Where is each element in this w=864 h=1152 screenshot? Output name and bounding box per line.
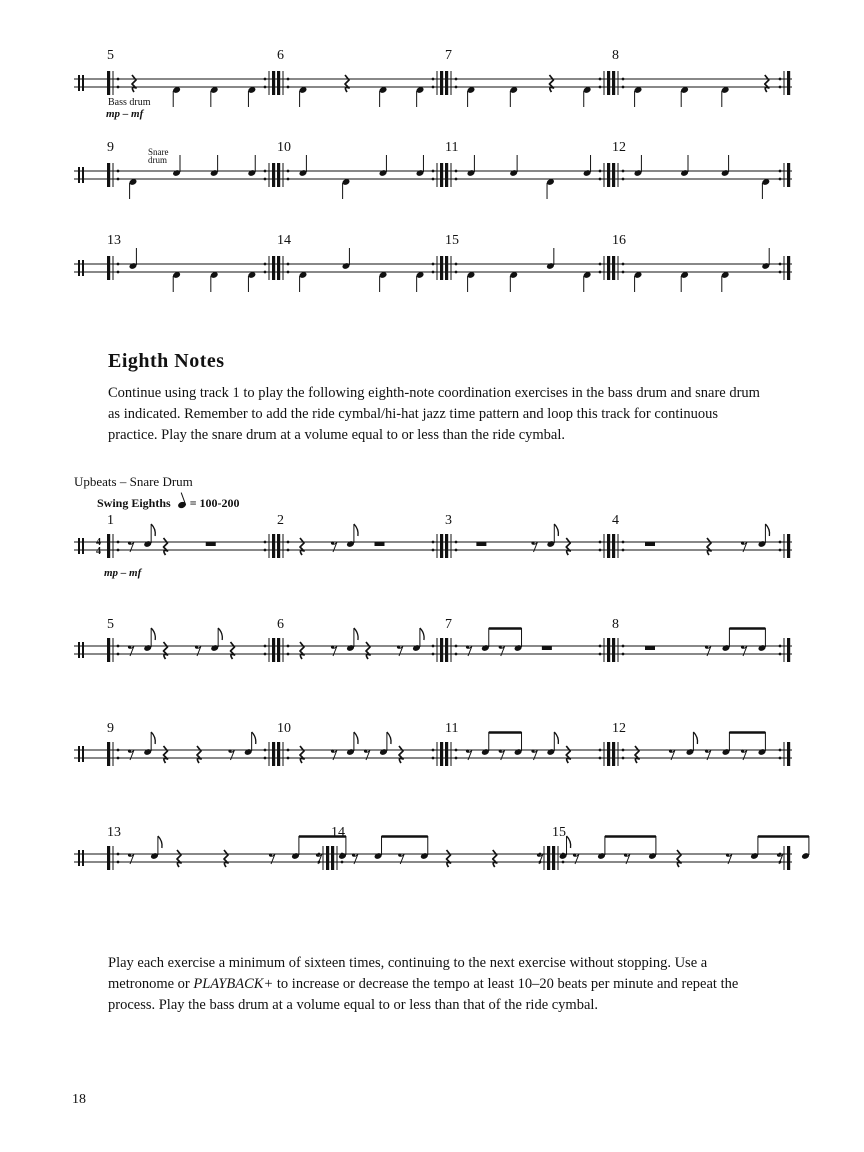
note-flag bbox=[354, 732, 358, 744]
repeat-dots bbox=[779, 263, 782, 266]
measure-number: 6 bbox=[277, 48, 284, 63]
measure-number: 8 bbox=[612, 617, 619, 632]
repeat-start-thick-bar bbox=[107, 256, 110, 280]
quarter-rest bbox=[300, 642, 304, 659]
percussion-clef bbox=[78, 538, 80, 554]
quarter-rest bbox=[765, 75, 769, 92]
repeat-dots bbox=[622, 549, 625, 552]
half-rest bbox=[542, 647, 552, 651]
dynamic-marking: mp – mf bbox=[106, 108, 144, 120]
snare-drum-label: Snare bbox=[148, 147, 169, 157]
repeat-end-thick-bar bbox=[607, 534, 610, 558]
repeat-dots bbox=[432, 271, 435, 274]
measure-number: 1 bbox=[107, 513, 114, 528]
repeat-dots bbox=[599, 749, 602, 752]
repeat-dots bbox=[117, 178, 120, 181]
repeat-dots bbox=[264, 541, 267, 544]
repeat-end-thick-bar bbox=[272, 638, 275, 662]
repeat-start-thick-bar bbox=[107, 163, 110, 187]
note-flag bbox=[151, 732, 155, 744]
note-flag bbox=[218, 628, 222, 640]
measure-number: 13 bbox=[107, 825, 121, 840]
repeat-end-thick-bar bbox=[326, 846, 329, 870]
repeat-end-thick-bar bbox=[787, 638, 790, 662]
note-flag bbox=[158, 836, 162, 848]
half-rest bbox=[206, 543, 216, 547]
measure-number: 9 bbox=[107, 721, 114, 736]
quarter-rest bbox=[707, 538, 711, 555]
repeat-dots bbox=[779, 170, 782, 173]
repeat-dots bbox=[599, 178, 602, 181]
repeat-start-thick-bar bbox=[445, 534, 448, 558]
repeat-end-thick-bar bbox=[440, 256, 443, 280]
repeat-dots bbox=[432, 178, 435, 181]
repeat-start-thick-bar bbox=[612, 256, 615, 280]
section-title: Eighth Notes bbox=[108, 350, 225, 372]
percussion-clef bbox=[82, 538, 84, 554]
repeat-dots bbox=[455, 271, 458, 274]
note-flag bbox=[151, 524, 155, 536]
repeat-dots bbox=[622, 645, 625, 648]
measure-number: 5 bbox=[107, 48, 114, 63]
repeat-dots bbox=[117, 861, 120, 864]
repeat-dots bbox=[455, 541, 458, 544]
repeat-dots bbox=[562, 861, 565, 864]
repeat-dots bbox=[779, 749, 782, 752]
measure-number: 13 bbox=[107, 233, 121, 248]
percussion-clef bbox=[78, 746, 80, 762]
repeat-start-thick-bar bbox=[107, 846, 110, 870]
percussion-clef bbox=[78, 642, 80, 658]
repeat-dots bbox=[264, 170, 267, 173]
snare-drum-label: drum bbox=[148, 155, 167, 165]
repeat-start-thick-bar bbox=[612, 534, 615, 558]
quarter-rest bbox=[566, 746, 570, 763]
percussion-clef bbox=[82, 850, 84, 866]
repeat-dots bbox=[599, 549, 602, 552]
quarter-rest bbox=[164, 538, 168, 555]
repeat-start-thick-bar bbox=[612, 71, 615, 95]
repeat-dots bbox=[779, 78, 782, 81]
repeat-end-thick-bar bbox=[607, 163, 610, 187]
percussion-clef bbox=[78, 75, 80, 91]
repeat-dots bbox=[599, 653, 602, 656]
repeat-dots bbox=[432, 749, 435, 752]
repeat-dots bbox=[341, 861, 344, 864]
repeat-end-thick-bar bbox=[440, 71, 443, 95]
note-flag bbox=[151, 628, 155, 640]
note-flag bbox=[387, 732, 391, 744]
repeat-end-thick-bar bbox=[607, 71, 610, 95]
repeat-dots bbox=[117, 757, 120, 760]
repeat-dots bbox=[432, 645, 435, 648]
repeat-start-thick-bar bbox=[277, 742, 280, 766]
repeat-end-thick-bar bbox=[607, 256, 610, 280]
repeat-start-thick-bar bbox=[277, 638, 280, 662]
repeat-end-thick-bar bbox=[272, 163, 275, 187]
repeat-end-thick-bar bbox=[787, 71, 790, 95]
note-flag bbox=[554, 732, 558, 744]
repeat-dots bbox=[287, 549, 290, 552]
repeat-end-thick-bar bbox=[272, 71, 275, 95]
time-signature: 4 bbox=[96, 537, 101, 548]
repeat-end-thick-bar bbox=[607, 638, 610, 662]
repeat-start-thick-bar bbox=[445, 638, 448, 662]
repeat-dots bbox=[117, 271, 120, 274]
measure-number: 15 bbox=[445, 233, 459, 248]
repeat-start-thick-bar bbox=[277, 163, 280, 187]
repeat-end-thick-bar bbox=[440, 742, 443, 766]
repeat-end-thick-bar bbox=[787, 256, 790, 280]
measure-number: 11 bbox=[445, 140, 459, 155]
measure-number: 7 bbox=[445, 617, 452, 632]
repeat-dots bbox=[779, 271, 782, 274]
repeat-end-thick-bar bbox=[272, 256, 275, 280]
half-rest bbox=[476, 543, 486, 547]
repeat-dots bbox=[287, 78, 290, 81]
repeat-dots bbox=[264, 263, 267, 266]
quarter-rest bbox=[300, 538, 304, 555]
repeat-dots bbox=[455, 749, 458, 752]
repeat-dots bbox=[287, 170, 290, 173]
tempo-marking bbox=[97, 496, 240, 511]
quarter-rest bbox=[493, 850, 497, 867]
repeat-start-thick-bar bbox=[552, 846, 555, 870]
measure-number: 12 bbox=[612, 140, 626, 155]
measure-number: 6 bbox=[277, 617, 284, 632]
repeat-dots bbox=[117, 263, 120, 266]
repeat-dots bbox=[287, 653, 290, 656]
measure-number: 3 bbox=[445, 513, 452, 528]
measure-number: 10 bbox=[277, 721, 291, 736]
repeat-start-thick-bar bbox=[612, 638, 615, 662]
percussion-clef bbox=[78, 260, 80, 276]
repeat-dots bbox=[599, 86, 602, 89]
repeat-dots bbox=[264, 749, 267, 752]
measure-number: 11 bbox=[445, 721, 459, 736]
repeat-end-thick-bar bbox=[272, 742, 275, 766]
repeat-dots bbox=[779, 541, 782, 544]
measure-number: 9 bbox=[107, 140, 114, 155]
repeat-dots bbox=[264, 645, 267, 648]
repeat-dots bbox=[779, 645, 782, 648]
repeat-end-thick-bar bbox=[547, 846, 550, 870]
repeat-dots bbox=[622, 749, 625, 752]
repeat-dots bbox=[622, 178, 625, 181]
repeat-dots bbox=[455, 653, 458, 656]
repeat-dots bbox=[264, 653, 267, 656]
percussion-clef bbox=[82, 746, 84, 762]
repeat-dots bbox=[779, 549, 782, 552]
repeat-dots bbox=[455, 549, 458, 552]
repeat-dots bbox=[432, 541, 435, 544]
practice-text-a: Play each exercise a minimum of sixteen times, continuing to the next exercise without stopping. Use a metronome or bbox=[108, 955, 708, 992]
quarter-rest bbox=[224, 850, 228, 867]
percussion-clef bbox=[82, 75, 84, 91]
repeat-dots bbox=[264, 271, 267, 274]
repeat-dots bbox=[779, 653, 782, 656]
repeat-start-thick-bar bbox=[612, 742, 615, 766]
repeat-start-thick-bar bbox=[277, 256, 280, 280]
repeat-dots bbox=[599, 541, 602, 544]
repeat-dots bbox=[264, 78, 267, 81]
repeat-end-thick-bar bbox=[440, 163, 443, 187]
repeat-dots bbox=[562, 853, 565, 856]
percussion-clef bbox=[82, 167, 84, 183]
repeat-dots bbox=[287, 271, 290, 274]
note-flag bbox=[765, 524, 769, 536]
instructions-paragraph: Continue using track 1 to play the following eighth-note coordination exercises in the bass drum and snare drum as indicated. Remember to add the ride cymbal/hi-hat jazz time pattern and loop this track for continuous practice. Play the snare drum at a volume equal to or less than the ride cymbal. bbox=[108, 385, 760, 443]
repeat-dots bbox=[117, 853, 120, 856]
quarter-rest bbox=[300, 746, 304, 763]
exercise-title: Upbeats – Snare Drum bbox=[74, 474, 193, 489]
repeat-dots bbox=[622, 263, 625, 266]
repeat-start-thick-bar bbox=[612, 163, 615, 187]
quarter-rest bbox=[399, 746, 403, 763]
repeat-dots bbox=[622, 86, 625, 89]
repeat-dots bbox=[455, 86, 458, 89]
repeat-dots bbox=[599, 645, 602, 648]
quarter-rest bbox=[366, 642, 370, 659]
repeat-dots bbox=[622, 78, 625, 81]
repeat-start-thick-bar bbox=[107, 534, 110, 558]
repeat-dots bbox=[432, 170, 435, 173]
quarter-rest bbox=[197, 746, 201, 763]
half-rest bbox=[645, 543, 655, 547]
repeat-dots bbox=[599, 757, 602, 760]
repeat-dots bbox=[264, 757, 267, 760]
repeat-dots bbox=[117, 86, 120, 89]
page-number: 18 bbox=[72, 1092, 86, 1107]
quarter-rest bbox=[447, 850, 451, 867]
quarter-rest bbox=[549, 75, 553, 92]
repeat-dots bbox=[455, 170, 458, 173]
repeat-dots bbox=[455, 645, 458, 648]
tempo-label: Swing Eighths bbox=[97, 496, 171, 510]
repeat-dots bbox=[622, 541, 625, 544]
repeat-start-thick-bar bbox=[445, 256, 448, 280]
repeat-end-thick-bar bbox=[272, 534, 275, 558]
repeat-dots bbox=[622, 757, 625, 760]
repeat-dots bbox=[455, 78, 458, 81]
percussion-clef bbox=[82, 642, 84, 658]
percussion-clef bbox=[82, 260, 84, 276]
playback-product-name: PLAYBACK+ bbox=[193, 976, 274, 992]
repeat-dots bbox=[287, 86, 290, 89]
repeat-end-thick-bar bbox=[787, 742, 790, 766]
repeat-dots bbox=[432, 653, 435, 656]
measure-number: 10 bbox=[277, 140, 291, 155]
dynamic-marking: mp – mf bbox=[104, 567, 142, 579]
repeat-dots bbox=[264, 549, 267, 552]
repeat-dots bbox=[117, 653, 120, 656]
repeat-dots bbox=[599, 263, 602, 266]
repeat-dots bbox=[432, 78, 435, 81]
quarter-rest bbox=[566, 538, 570, 555]
repeat-dots bbox=[432, 86, 435, 89]
note-flag bbox=[554, 524, 558, 536]
repeat-start-thick-bar bbox=[445, 163, 448, 187]
bass-drum-label: Bass drum bbox=[108, 97, 151, 108]
quarter-rest bbox=[132, 75, 136, 92]
measure-number: 4 bbox=[612, 513, 619, 528]
repeat-start-thick-bar bbox=[277, 71, 280, 95]
note-flag bbox=[354, 628, 358, 640]
repeat-dots bbox=[779, 757, 782, 760]
tempo-value: = 100-200 bbox=[189, 496, 240, 510]
repeat-start-thick-bar bbox=[107, 71, 110, 95]
repeat-dots bbox=[432, 263, 435, 266]
repeat-dots bbox=[599, 170, 602, 173]
repeat-start-thick-bar bbox=[445, 742, 448, 766]
note-flag bbox=[354, 524, 358, 536]
percussion-clef bbox=[78, 850, 80, 866]
measure-number: 5 bbox=[107, 617, 114, 632]
quarter-rest bbox=[635, 746, 639, 763]
repeat-end-thick-bar bbox=[787, 534, 790, 558]
repeat-start-thick-bar bbox=[277, 534, 280, 558]
quarter-rest bbox=[345, 75, 349, 92]
repeat-dots bbox=[432, 757, 435, 760]
repeat-dots bbox=[264, 178, 267, 181]
note-flag bbox=[420, 628, 424, 640]
repeat-dots bbox=[117, 549, 120, 552]
repeat-dots bbox=[599, 78, 602, 81]
repeat-dots bbox=[622, 271, 625, 274]
measure-number: 15 bbox=[552, 825, 566, 840]
quarter-rest bbox=[231, 642, 235, 659]
quarter-note-icon bbox=[177, 501, 187, 509]
half-rest bbox=[645, 647, 655, 651]
repeat-dots bbox=[287, 178, 290, 181]
half-rest bbox=[375, 543, 385, 547]
repeat-dots bbox=[287, 757, 290, 760]
repeat-dots bbox=[432, 549, 435, 552]
repeat-dots bbox=[622, 170, 625, 173]
repeat-start-thick-bar bbox=[107, 638, 110, 662]
measure-number: 7 bbox=[445, 48, 452, 63]
repeat-end-thick-bar bbox=[787, 163, 790, 187]
time-signature: 4 bbox=[96, 546, 101, 557]
quarter-rest bbox=[164, 642, 168, 659]
percussion-clef bbox=[78, 167, 80, 183]
repeat-end-thick-bar bbox=[440, 534, 443, 558]
measure-number: 12 bbox=[612, 721, 626, 736]
repeat-dots bbox=[287, 749, 290, 752]
repeat-end-thick-bar bbox=[607, 742, 610, 766]
repeat-start-thick-bar bbox=[107, 742, 110, 766]
repeat-dots bbox=[622, 653, 625, 656]
measure-number: 8 bbox=[612, 48, 619, 63]
note-flag bbox=[252, 732, 256, 744]
note-flag bbox=[567, 836, 571, 848]
repeat-dots bbox=[117, 78, 120, 81]
repeat-dots bbox=[117, 749, 120, 752]
repeat-start-thick-bar bbox=[331, 846, 334, 870]
practice-text-b: to increase or decrease the tempo at least 10–20 beats per minute and repeat the process. Play the bass drum at a volume equal to or less than that of the ride cymbal. bbox=[108, 976, 739, 1013]
repeat-end-thick-bar bbox=[787, 846, 790, 870]
quarter-rest bbox=[164, 746, 168, 763]
repeat-dots bbox=[287, 263, 290, 266]
repeat-dots bbox=[287, 541, 290, 544]
repeat-dots bbox=[287, 645, 290, 648]
repeat-dots bbox=[117, 170, 120, 173]
note-flag bbox=[693, 732, 697, 744]
quarter-rest bbox=[677, 850, 681, 867]
practice-paragraph bbox=[108, 953, 768, 1016]
repeat-end-thick-bar bbox=[440, 638, 443, 662]
repeat-dots bbox=[455, 263, 458, 266]
measure-number: 2 bbox=[277, 513, 284, 528]
repeat-dots bbox=[264, 86, 267, 89]
repeat-dots bbox=[117, 645, 120, 648]
quarter-rest bbox=[177, 850, 181, 867]
measure-number: 14 bbox=[331, 825, 345, 840]
repeat-dots bbox=[779, 178, 782, 181]
measure-number: 16 bbox=[612, 233, 626, 248]
repeat-dots bbox=[779, 86, 782, 89]
repeat-dots bbox=[455, 757, 458, 760]
repeat-dots bbox=[455, 178, 458, 181]
repeat-dots bbox=[117, 541, 120, 544]
repeat-dots bbox=[341, 853, 344, 856]
repeat-start-thick-bar bbox=[445, 71, 448, 95]
measure-number: 14 bbox=[277, 233, 291, 248]
repeat-dots bbox=[599, 271, 602, 274]
